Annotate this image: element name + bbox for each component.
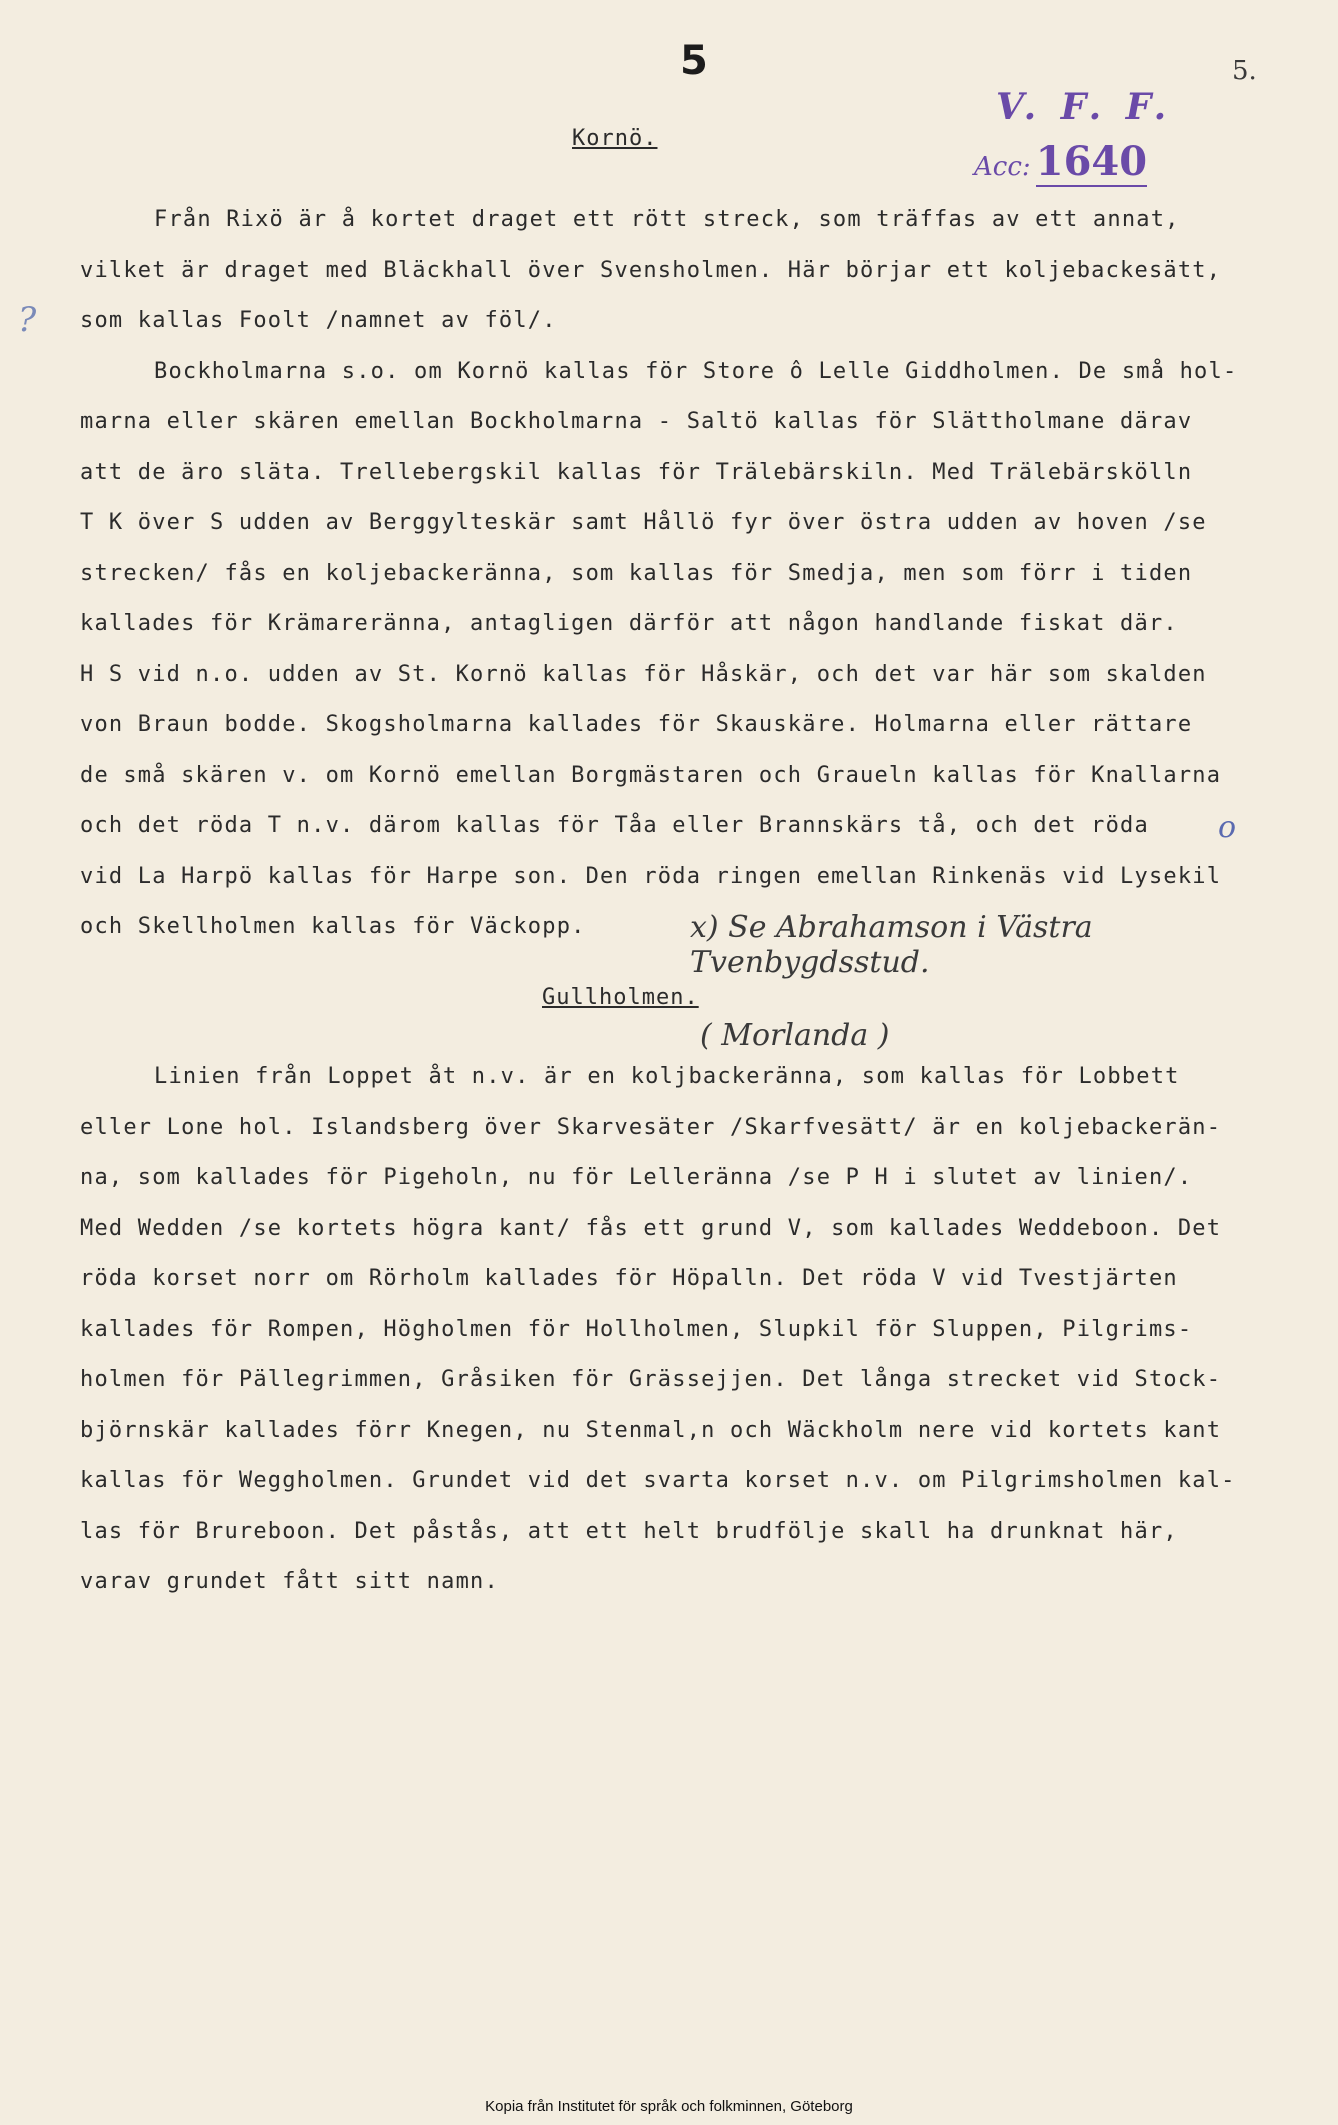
text-line: eller Lone hol. Islandsberg över Skarvesäter /Skarfvesätt/ är en koljebackerän- [80,1114,1222,1140]
text-line: H S vid n.o. udden av St. Kornö kallas för Håskär, och det var här som skalden [80,661,1207,687]
text-line: röda korset norr om Rörholm kallades för Höpalln. Det röda V vid Tvestjärten [80,1266,1178,1291]
handwritten-parish-note: ( Morlanda ) [700,1018,890,1053]
text-line: marna eller skären emellan Bockholmarna - Saltö kallas för Slättholmane därav [80,409,1193,434]
text-line: Från Rixö är å kortet draget ett rött streck, som träffas av ett annat, [154,207,1180,232]
acc-label: Acc: [974,152,1031,182]
text-line: kallades för Rompen, Högholmen för Hollholmen, Slupkil för Sluppen, Pilgrims- [80,1316,1193,1342]
text-line: vilket är draget med Bläckhall över Svensholmen. Här börjar ett koljebackesätt, [80,257,1222,283]
text-line: de små skären v. om Kornö emellan Borgmästaren och Graueln kallas för Knallarna [80,762,1222,788]
section-body-korno [80,195,1280,953]
page-number: 5 [680,38,708,84]
text-line: Bockholmarna s.o. om Kornö kallas för Store ô Lelle Giddholmen. De små hol- [154,358,1238,384]
archive-footer: Kopia från Institutet för språk och folkminnen, Göteborg [485,2098,853,2115]
text-line: varav grundet fått sitt namn. [80,1569,499,1594]
text-line: vid La Harpö kallas för Harpe son. Den röda ringen emellan Rinkenäs vid Lysekil [80,863,1222,889]
archive-stamp-vff: V. F. F. [996,86,1173,128]
text-line: och det röda T n.v. därom kallas för Tåa eller Brannskärs tå, och det röda [80,813,1149,838]
text-line: von Braun bodde. Skogsholmarna kallades för Skauskäre. Holmarna eller rättare [80,712,1193,737]
text-line: att de äro släta. Trellebergskil kallas för Trälebärskiln. Med Trälebärskölln [80,459,1193,485]
handwritten-footnote: x) Se Abrahamson i Västra Tvenbygdsstud. [690,910,1093,980]
text-line: kallas för Weggholmen. Grundet vid det svarta korset n.v. om Pilgrimsholmen kal- [80,1468,1236,1493]
section-body-gullholmen [80,1052,1280,1608]
text-line: och Skellholmen kallas för Väckopp. [80,914,586,939]
section-heading-korno: Kornö. [572,126,658,151]
text-line: björnskär kallades förr Knegen, nu Stenmal,n och Wäckholm nere vid kortets kant [80,1417,1222,1443]
text-line: na, som kallades för Pigeholn, nu för Lelleränna /se P H i slutet av linien/. [80,1165,1193,1190]
text-line: Med Wedden /se kortets högra kant/ fås ett grund V, som kallades Weddeboon. Det [80,1215,1222,1241]
text-line: T K över S udden av Berggylteskär samt Hållö fyr över östra udden av hoven /se [80,510,1207,535]
text-line: kallades för Krämareränna, antagligen därför att någon handlande fiskat där. [80,611,1178,636]
section-heading-gullholmen: Gullholmen. [542,985,699,1010]
margin-circle-mark: o [1218,810,1237,845]
archive-stamp-acc [974,138,1147,185]
text-line: holmen för Pällegrimmen, Gråsiken för Grässejjen. Det långa strecket vid Stock- [80,1367,1222,1392]
margin-question-mark: ? [18,300,37,340]
text-line: las för Brureboon. Det påstås, att ett helt brudfölje skall ha drunknat här, [80,1518,1178,1544]
handwritten-page-number: 5. [1232,56,1257,86]
text-line: strecken/ fås en koljebackeränna, som kallas för Smedja, men som förr i tiden [80,560,1193,586]
text-line: Linien från Loppet åt n.v. är en koljbackeränna, som kallas för Lobbett [154,1064,1180,1089]
acc-number: 1640 [1035,138,1148,185]
text-line: som kallas Foolt /namnet av föl/. [80,308,557,333]
